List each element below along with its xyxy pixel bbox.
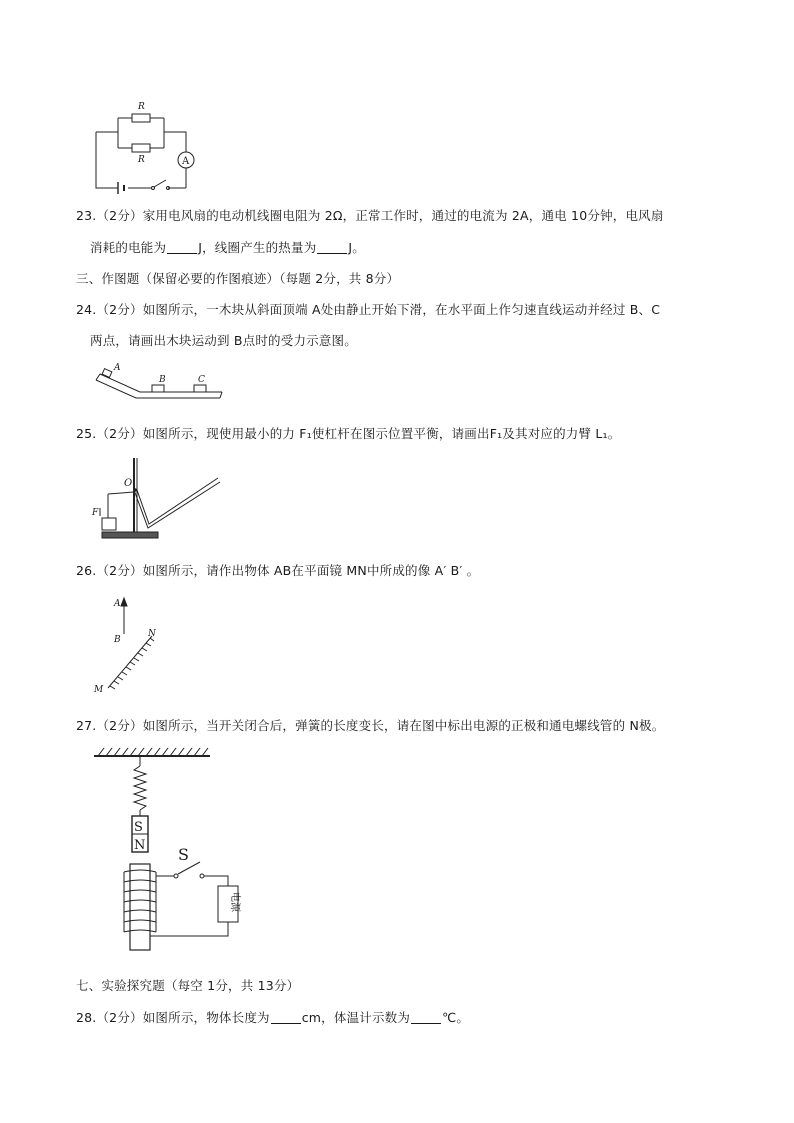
magnet-n-pole-label: N — [134, 838, 146, 853]
lever-figure-q25 — [86, 452, 226, 544]
q23-line2-part-b: J，线圈产生的热量为 — [198, 240, 317, 255]
mirror-figure-q26 — [90, 592, 170, 698]
q25-text: 25.（2分）如图所示，现使用最小的力 F₁使杠杆在图示位置平衡，请画出F₁及其对应的力臂 L₁。 — [76, 426, 621, 441]
resistor-label-r2: R — [138, 155, 145, 165]
force-f-label: F — [92, 508, 99, 518]
resistor-label-r1: R — [138, 102, 145, 112]
q23-line1: 23.（2分）家用电风扇的电动机线圈电阻为 2Ω，正常工作时，通过的电流为 2A，通电 10分钟，电风扇 — [76, 208, 664, 223]
q28-part-b: cm，体温计示数为 — [301, 1010, 411, 1025]
circuit-figure-q22 — [90, 96, 210, 196]
section-7-heading: 七、实验探究题（每空 1分，共 13分） — [76, 978, 300, 993]
point-a-label: A — [114, 599, 121, 609]
q27-text: 27.（2分）如图所示，当开关闭合后，弹簧的长度变长，请在图中标出电源的正极和通电螺线管的 N极。 — [76, 718, 665, 733]
electromagnet-figure-q27 — [90, 746, 250, 956]
point-b-label: B — [159, 375, 166, 385]
q23-answer-blank-2[interactable] — [317, 241, 347, 254]
q24-line1: 24.（2分）如图所示，一木块从斜面顶端 A处由静止开始下滑，在水平面上作匀速直线运动并经过 B、C — [76, 302, 661, 317]
point-c-label: C — [198, 375, 205, 385]
magnet-s-pole-label: S — [134, 820, 143, 835]
incline-figure-q24 — [94, 362, 244, 404]
q28-answer-blank-temperature[interactable] — [411, 1011, 441, 1024]
q28-part-c: ℃。 — [442, 1010, 470, 1025]
q28-answer-blank-length[interactable] — [271, 1011, 301, 1024]
q28-part-a: 28.（2分）如图所示，物体长度为 — [76, 1010, 270, 1025]
pivot-o-label: O — [124, 478, 133, 489]
point-b-label: B — [114, 635, 121, 645]
section-3-heading: 三、作图题（保留必要的作图痕迹）（每题 2分，共 8分） — [76, 271, 400, 286]
q26-text: 26.（2分）如图所示，请作出物体 AB在平面镜 MN中所成的像 A′ B′ 。 — [76, 563, 480, 578]
mirror-n-label: N — [148, 629, 156, 639]
q24-line2: 两点，请画出木块运动到 B点时的受力示意图。 — [90, 333, 357, 348]
mirror-m-label: M — [94, 685, 104, 695]
q23-line2 — [90, 240, 365, 256]
q23-line2-part-c: J。 — [348, 240, 365, 255]
q28-text — [76, 1010, 469, 1026]
switch-s-label: S — [178, 845, 189, 864]
q23-answer-blank-1[interactable] — [167, 241, 197, 254]
ammeter-label: A — [182, 156, 190, 167]
point-a-label: A — [114, 363, 121, 373]
power-source-label: 电源 — [229, 892, 240, 912]
q23-line2-part-a: 消耗的电能为 — [90, 240, 167, 255]
